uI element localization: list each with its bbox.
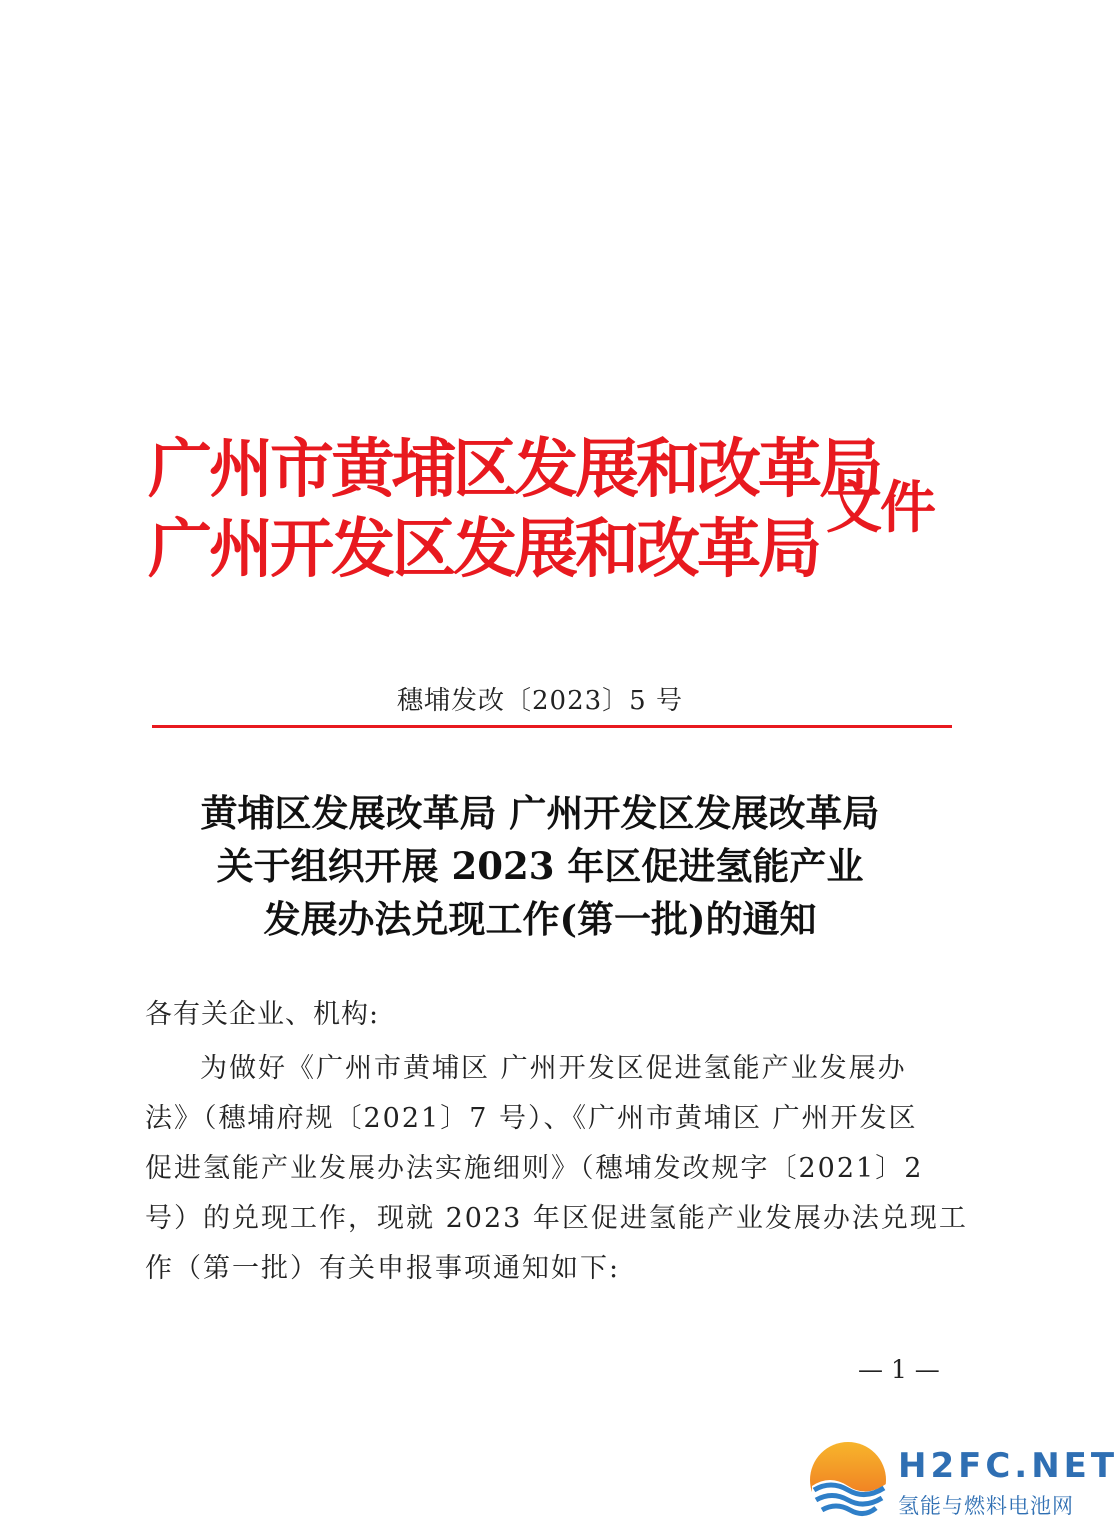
body-line: 作（第一批）有关申报事项通知如下: xyxy=(145,1253,621,1284)
body-line: 促进氢能产业发展办法实施细则》（穗埔发改规字〔2021〕2 xyxy=(145,1153,924,1184)
body-line: 法》（穗埔府规〔2021〕7 号）、《广州市黄埔区 广州开发区 xyxy=(145,1103,918,1134)
body-line: 号）的兑现工作，现就 2023 年区促进氢能产业发展办法兑现工 xyxy=(145,1203,968,1234)
red-divider xyxy=(152,725,952,728)
salutation: 各有关企业、机构: xyxy=(145,999,380,1030)
issuer-line-1: 广州市黄埔区发展和改革局 xyxy=(148,432,880,507)
issuer-suffix: 文件 xyxy=(826,475,934,541)
watermark-subtitle: 氢能与燃料电池网 xyxy=(898,1494,1074,1518)
sun-over-waves-logo-icon xyxy=(806,1440,892,1522)
body-line: 为做好《广州市黄埔区 广州开发区促进氢能产业发展办 xyxy=(200,1053,907,1084)
watermark xyxy=(806,1440,1118,1525)
issuer-header xyxy=(148,430,968,600)
title-line-1: 黄埔区发展改革局 广州开发区发展改革局 xyxy=(200,791,880,835)
page-number: — 1 — xyxy=(858,1355,940,1384)
watermark-brand: H2FC.NET xyxy=(898,1446,1118,1486)
issuer-line-2: 广州开发区发展和改革局 xyxy=(148,512,819,587)
document-number: 穗埔发改〔2023〕5 号 xyxy=(397,686,683,716)
title-line-3: 发展办法兑现工作(第一批)的通知 xyxy=(263,897,817,941)
title-line-2: 关于组织开展 2023 年区促进氢能产业 xyxy=(216,844,864,888)
